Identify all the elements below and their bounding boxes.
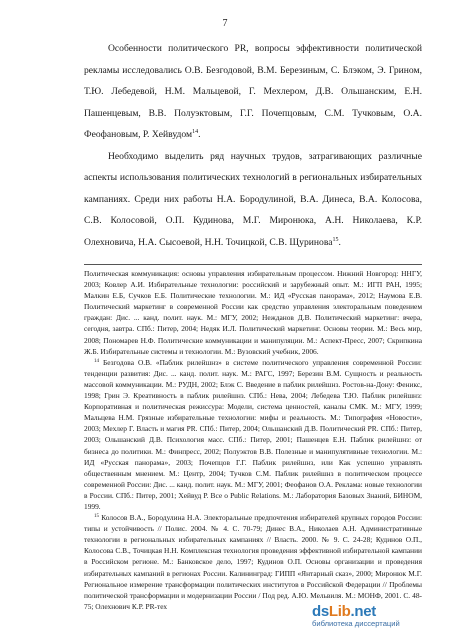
dslib-logo bbox=[312, 603, 376, 620]
paragraph-1-end: . bbox=[198, 129, 201, 140]
paragraph-2 bbox=[84, 146, 422, 254]
logo-part-lib: Lib bbox=[328, 603, 351, 620]
footnote-15 bbox=[84, 512, 422, 612]
footnote-separator bbox=[84, 264, 422, 265]
footnote-14 bbox=[84, 357, 422, 512]
paragraph-2-text: Необходимо выделить ряд научных трудов, затрагивающих различные аспекты использования политических технологий в региональных избирательных кампаниях. Среди них работы Н.А. Бородулиной, В.А. Динеса, В.А. Колосова, С.В. Колосовой, О.П. Кудинова, М.Г. Миронюка, А.Н. Николаева, К.Р. Олехновича, Н.А. Сысоевой, Н.Н. Точицкой, С.В. Щуринова bbox=[84, 150, 422, 248]
dslib-watermark[interactable] bbox=[312, 603, 442, 629]
paragraph-1 bbox=[84, 38, 422, 146]
paragraph-2-end: . bbox=[338, 236, 341, 248]
paragraph-1-text: Особенности политического PR, вопросы эффективности политической рекламы исследовались О.В. Безгодовой, В.М. Березиным, С. Блэком, Э. Грином, Т.Ю. Лебедевой, Н.М. Мальцевой, Г. Мехлером, Д.В. Ольшанским, Е.Н. Пашенцевым, В.В. Полуэктовым, Г.Г. Почепцовым, С.М. Тучковым, О.А. Феофановым, Р. Хейвудом bbox=[84, 43, 422, 140]
footnote-15-text: Колосов В.А., Бородулина Н.А. Электоральные предпочтения избирателей крупных городов России: типы и устойчивость // Полис. 2004. № 4. С. 70-79; Динес В.А., Николаев А.Н. Административные технологии в региональных избирательных кампаниях // Власть. 2000. № 9. С. 24-28; Кудинов О.П., Колосова С.В., Точицкая Н.Н. Комплексная технология проведения эффективной избирательной кампании в Российском регионе. М.: Банковское дело, 1997; Кудинов О.П. Основы организации и проведения избирательных кампаний в регионах России. Калининград: ГИПП «Янтарный сказ», 2000; Миронюк М.Г. Региональное измерение трансформации политических институтов в Российской Федерации // Проблемы политической трансформации и модернизации России / Под ред. А.Ю. Мельвиля. М.: МОНФ, 2001. С. 48-75; Олехнович К.Р. PR-тех bbox=[84, 513, 422, 611]
dslib-subtitle: библиотека диссертаций bbox=[312, 619, 400, 628]
logo-part-net: .net bbox=[350, 603, 376, 620]
footnote-ref-14[interactable]: 14 bbox=[192, 129, 199, 135]
footnote-14-text: Безгодова О.В. «Паблик рилейшнз» в системе политического управления современной России: тенденции развития: Дис. ... канд. полит. наук. М.: РАГС, 1997; Березин В.М. Сущность и реальность массовой коммуникации. М.: РУДН, 2002; Блэк С. Введение в паблик рилейшнз. Ростов-на-Дону: Феникс, 1998; Грин Э. Креативность в паблик рилейшнз. СПб.: Нева, 2004; Лебедева Т.Ю. Паблик рилейшнз: Корпоративная и политическая режиссура: Модели, система ценностей, каналы СМК. М.: МГУ, 1999; Мальцева Н.М. Грязные избирательные технологии: мифы и реальность. М.: Типография «Новости», 2003; Мехлер Г. Власть и магия PR. СПб.: Питер, 2004; Ольшанский Д.В. Политический PR. СПб.: Питер, 2003; Ольшанский Д.В. Психология масс. СПб.: Питер, 2001; Пашенцев Е.Н. Паблик рилейшнз: от бизнеса до политики. М.: Финпресс, 2002; Полуэктов В.В. Полезные и манипулятивные технологии. М.: ИД «Русская панорама», 2003; Почепцов Г.Г. Паблик рилейшнз, или Как успешно управлять общественным мнением. М.: Центр, 2004; Тучков С.М. Паблик рилейшнз в политическом процессе современной России: Дис. ... канд. полит. наук. М.: МГУ, 2001; Феофанов О.А. Реклама: новые технологии в России. СПб.: Питер, 2001; Хейвуд Р. Все о Public Relations. М.: Лаборатория Базовых Знаний, БИНОМ, 1999. bbox=[84, 357, 422, 511]
page-number: 7 bbox=[222, 18, 228, 29]
footnotes bbox=[84, 268, 422, 612]
footnote-14-number: 14 bbox=[94, 358, 99, 364]
main-text bbox=[84, 38, 422, 253]
logo-part-ds: ds bbox=[312, 603, 329, 620]
footnote-continuation-text: Политическая коммуникация: основы управления избирательным процессом. Нижний Новгород: ННГУ, 2003; Ковлер А.И. Избирательные технологии: российский и зарубежный опыт. М.: ИГП РАН, 1995; Малкин Е.Б, Сучков Е.Б. Политические технологии. М.: ИД «Русская панорама», 2012; Наумова Е.В. Политический маркетинг в современной России как средство управления электоральным поведением граждан: Дис. ... канд. полит. наук. М.: МГУ, 2002; Нежданов Д.В. Политический маркетинг: вчера, сегодня, завтра. СПб.: Питер, 2004; Недяк И.Л. Политический маркетинг. Основы теории. М.: Весь мир, 2008; Пономарев Н.Ф. Политические коммуникации и манипуляции. М.: Аспект-Пресс, 2007; Скрипкина Ж.Б. Избирательные системы и технологии. М.: Вузовский учебник, 2006. bbox=[84, 269, 422, 356]
footnote-ref-15[interactable]: 15 bbox=[332, 236, 339, 243]
footnote-15-number: 15 bbox=[94, 514, 99, 520]
footnote-continuation bbox=[84, 268, 422, 357]
